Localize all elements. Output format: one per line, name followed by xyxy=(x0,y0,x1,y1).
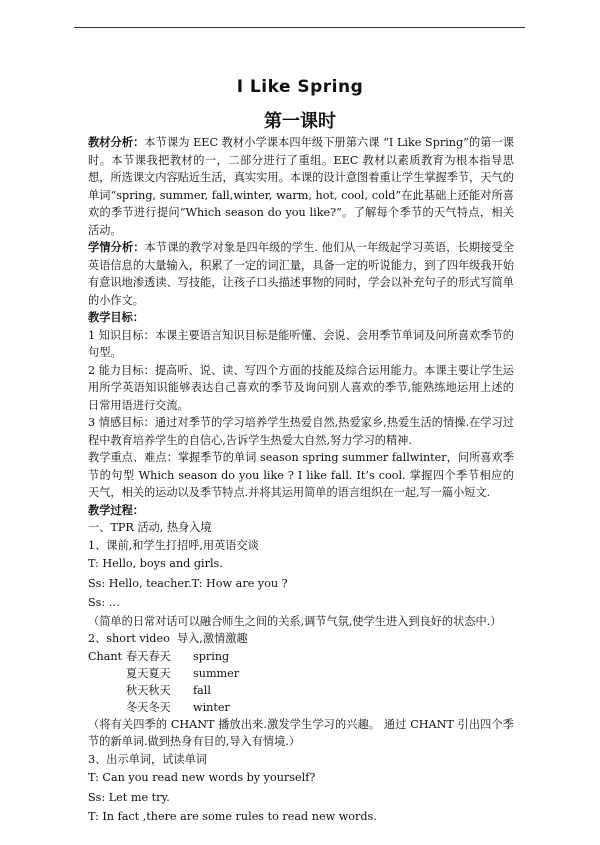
chant-english: fall xyxy=(193,683,211,697)
dialog-line: T: In fact ,there are some rules to read new words. xyxy=(88,810,377,823)
textbook-analysis xyxy=(88,134,514,239)
learner-analysis-label: 学情分析： xyxy=(88,241,145,254)
objectives-heading: 教学目标： xyxy=(88,311,144,324)
chant-chinese: 秋天秋天 xyxy=(126,683,171,697)
textbook-analysis-label: 教材分析： xyxy=(88,136,145,149)
chant-english: summer xyxy=(193,666,240,680)
lesson-subtitle: 第一课时 xyxy=(264,111,336,132)
dialog-line: Ss: Let me try. xyxy=(88,790,170,804)
ability-objective: 2 能力目标：提高听、说、读、写四个方面的技能及综合运用能力。本课主要让学生运用所学英语知识能够表达自己喜欢的季节及询问别人喜欢的季节,能熟练地运用上述的日常用语进行交流。 xyxy=(88,363,514,412)
chant-row xyxy=(88,699,514,716)
step-3-heading: 3、出示单词，试读单词 xyxy=(88,752,207,766)
document-title: I Like Spring xyxy=(236,77,364,97)
knowledge-objective: 1 知识目标：本课主要语言知识目标是能听懂、会说、会用季节单词及问所喜欢季节的句型。 xyxy=(88,328,514,359)
textbook-analysis-text: 本节课为 EEC 教材小学课本四年级下册第六课 “I Like Spring”的第一课时。本节课我把教材的一，二部分进行了重组。EEC 教材以素质教育为根本指导思想，所选课文内容贴近生活，真实实用。本课的设计意图着重让学生掌握季节，天气的单词“spring, summer, fall,winter, warm, hot, cool, cold”在此基础上还能对所喜欢的季节进行提问“Which season do you like?”。了解每个季节的天气特点，相关活动。 xyxy=(88,136,514,237)
note-2: （将有关四季的 CHANT 播放出来.激发学生学习的兴趣。 通过 CHANT 引出四个季节的新单词.做到热身有目的,导入有情境.） xyxy=(88,717,514,748)
chant-row xyxy=(88,682,514,699)
header-rule xyxy=(74,27,525,28)
chant-chinese: 冬天冬天 xyxy=(126,700,171,714)
dialog-line: T: Can you read new words by yourself? xyxy=(88,771,316,784)
document-body xyxy=(88,134,514,827)
chant-chinese: 夏天夏天 xyxy=(126,666,171,680)
process-heading: 教学过程： xyxy=(88,503,144,517)
dialog-line: T: Hello, boys and girls. xyxy=(88,557,223,570)
step-1-1-heading: 1、课前,和学生打招呼,用英语交谈 xyxy=(88,538,259,552)
emotion-objective: 3 情感目标：通过对季节的学习培养学生热爱自然,热爱家乡,热爱生活的情操.在学习过程中教育培养学生的自信心,告诉学生热爱大自然,努力学习的精神. xyxy=(88,416,514,447)
learner-analysis-text: 本节课的教学对象是四年级的学生. 他们从一年级起学习英语，长期接受全英语信息的大量输入，积累了一定的词汇量，具备一定的听说能力，到了四年级我开始有意识地渗透读、写技能，让孩子口头描述事物的同时，学会以补充句子的形式写简单的小作文。 xyxy=(88,241,514,307)
chant-label: Chant xyxy=(88,649,123,663)
chant-chinese: 春天春天 xyxy=(126,649,171,663)
chant-english: winter xyxy=(193,700,230,714)
chant-row xyxy=(88,648,514,665)
dialog-line: Ss: … xyxy=(88,596,120,609)
key-points: 教学重点、难点：掌握季节的单词 season spring summer fallwinter，问所喜欢季节的句型 Which season do you like ? I like fall. It’s cool. 掌握四个季节相应的天气，相关的运动以及季节特点.并将其运用简单的语言组织在一起,写一篇小短文. xyxy=(88,451,514,499)
step-1-heading: 一、TPR 活动, 热身入境 xyxy=(88,521,212,534)
learner-analysis xyxy=(88,239,514,309)
dialog-line: Ss: Hello, teacher.T: How are you ? xyxy=(88,576,288,590)
chant-block xyxy=(88,648,514,716)
step-2-heading: 2、short video 导入,激情激趣 xyxy=(88,632,248,645)
chant-row xyxy=(88,665,514,682)
chant-english: spring xyxy=(193,649,230,663)
note-1: （简单的日常对话可以融合师生之间的关系,调节气氛,使学生进入到良好的状态中.） xyxy=(88,614,502,628)
